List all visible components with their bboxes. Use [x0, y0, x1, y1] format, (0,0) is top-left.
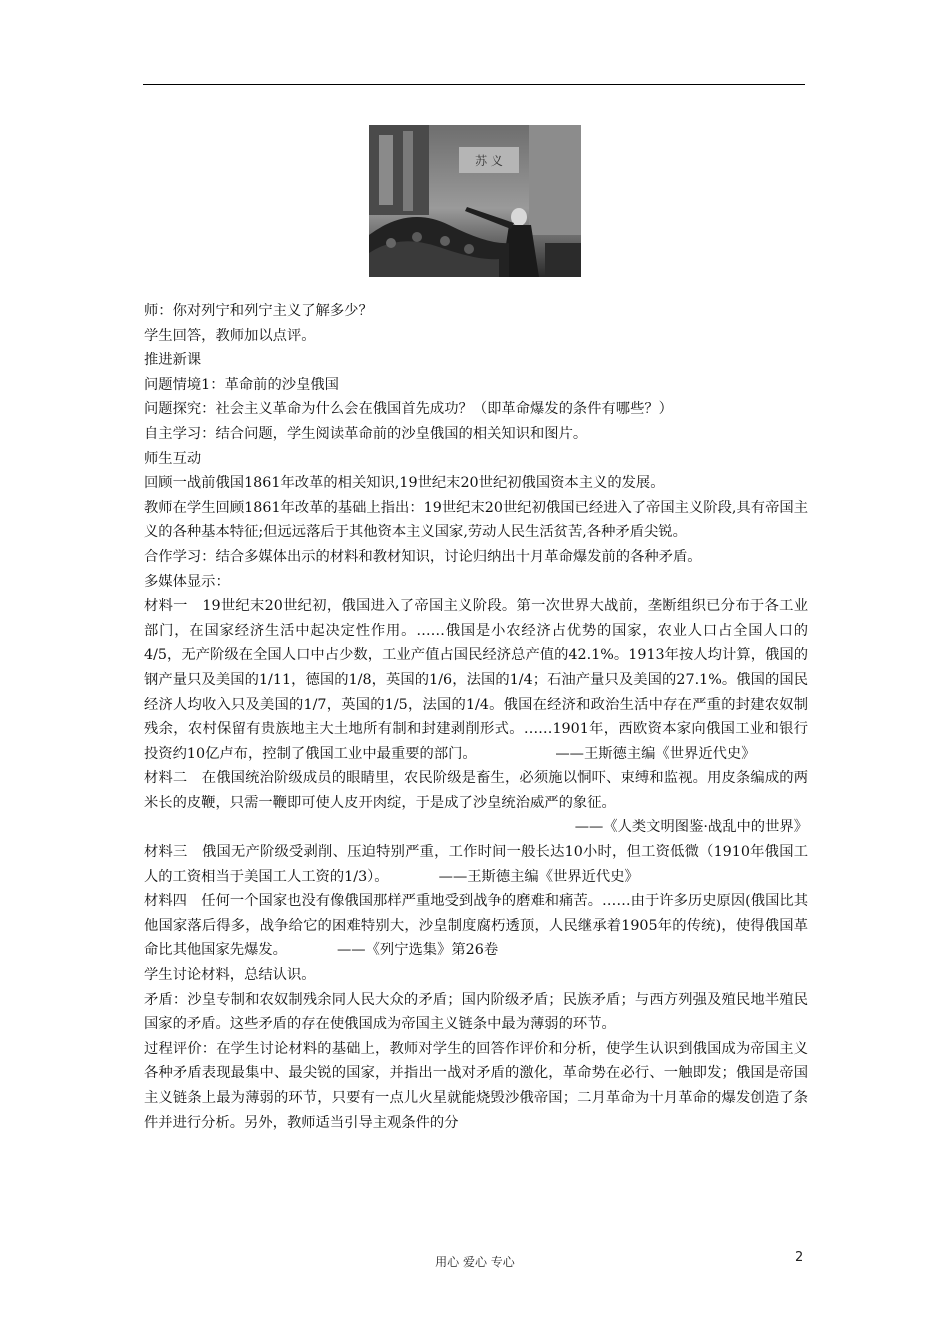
paragraph: 问题情境1：革命前的沙皇俄国	[144, 376, 339, 393]
header-rule	[143, 84, 805, 85]
paragraph: 教师在学生回顾1861年改革的基础上指出：19世纪末20世纪初俄国已经进入了帝国主义阶段,具有帝国主义的各种基本特征;但远远落后于其他资本主义国家,劳动人民生活贫苦,各种矛盾尖锐。	[144, 499, 808, 541]
paragraph: 回顾一战前俄国1861年改革的相关知识,19世纪末20世纪初俄国资本主义的发展。	[144, 475, 665, 492]
page-footer: 用心 爱心 专心	[435, 1255, 515, 1269]
paragraph: 问题探究：社会主义革命为什么会在俄国首先成功？（即革命爆发的条件有哪些？）	[144, 401, 673, 418]
paragraph: 推进新课	[144, 352, 202, 369]
paragraph: 师生互动	[144, 450, 202, 467]
paragraph: 学生讨论材料，总结认识。	[144, 967, 316, 984]
paragraph: 多媒体显示：	[144, 573, 230, 590]
paragraph: 材料一 19世纪末20世纪初，俄国进入了帝国主义阶段。第一次世界大战前，垄断组织已分布于各工业部门，在国家经济生活中起决定性作用。……俄国是小农经济占优势的国家，农业人口占全国人口的4/5，无产阶级在全国人口中占少数，工业产值占国民经济总产值的42.1%。1913年按人均计算，俄国的钢产量只及美国的1/11，德国的1/8，英国的1/6，法国的1/4；石油产量只及美国的27.1%。俄国的国民经济人均收入只及美国的1/7，英国的1/5，法国的1/4。俄国在经济和政治生活中存在严重的封建农奴制残余，农村保留有贵族地主大土地所有制和封建剥削形式。……1901年，西欧资本家向俄国工业和银行投资约10亿卢布，控制了俄国工业中最重要的部门。 ——王斯德主编《世界近代史》	[144, 598, 808, 762]
paragraph: 过程评价：在学生讨论材料的基础上，教师对学生的回答作评价和分析，使学生认识到俄国成为帝国主义各种矛盾表现最集中、最尖锐的国家，并指出一战对矛盾的激化，革命势在必行、一触即发；俄国是帝国主义链条上最为薄弱的环节，只要有一点儿火星就能烧毁沙俄帝国；二月革命为十月革命的爆发创造了条件并进行分析。另外，教师适当引导主观条件的分	[144, 1040, 808, 1131]
source-citation: ——《人类文明图鉴·战乱中的世界》	[574, 819, 808, 836]
document-body	[144, 299, 808, 1135]
paragraph: 材料二 在俄国统治阶级成员的眼睛里，农民阶级是畜生，必须施以恫吓、束缚和监视。用皮条编成的两米长的皮鞭，只需一鞭即可使人皮开肉绽，于是成了沙皇统治威严的象征。	[144, 770, 808, 811]
paragraph: 矛盾：沙皇专制和农奴制残余同人民大众的矛盾；国内阶级矛盾；民族矛盾；与西方列强及殖民地半殖民国家的矛盾。这些矛盾的存在使俄国成为帝国主义链条中最为薄弱的环节。	[144, 991, 808, 1033]
photo-banner-text: 苏 义	[475, 154, 503, 168]
page-number: 2	[795, 1250, 804, 1265]
lenin-speech-photo	[369, 125, 581, 277]
paragraph: 合作学习：结合多媒体出示的材料和教材知识，讨论归纳出十月革命爆发前的各种矛盾。	[144, 548, 702, 565]
paragraph: 学生回答，教师加以点评。	[144, 327, 316, 344]
paragraph: 材料三 俄国无产阶级受剥削、压迫特别严重，工作时间一般长达10小时，但工资低微（1910年俄国工人的工资相当于美国工人工资的1/3）。 ——王斯德主编《世界近代史》	[144, 844, 808, 885]
paragraph: 自主学习：结合问题，学生阅读革命前的沙皇俄国的相关知识和图片。	[144, 425, 588, 442]
paragraph: 师：你对列宁和列宁主义了解多少？	[144, 303, 373, 319]
paragraph: 材料四 任何一个国家也没有像俄国那样严重地受到战争的磨难和痛苦。……由于许多历史原因(俄国比其他国家落后得多，战争给它的困难特别大，沙皇制度腐朽透顶，人民继承着1905年的传统)，使得俄国革命比其他国家先爆发。 ——《列宁选集》第26卷	[144, 893, 808, 959]
